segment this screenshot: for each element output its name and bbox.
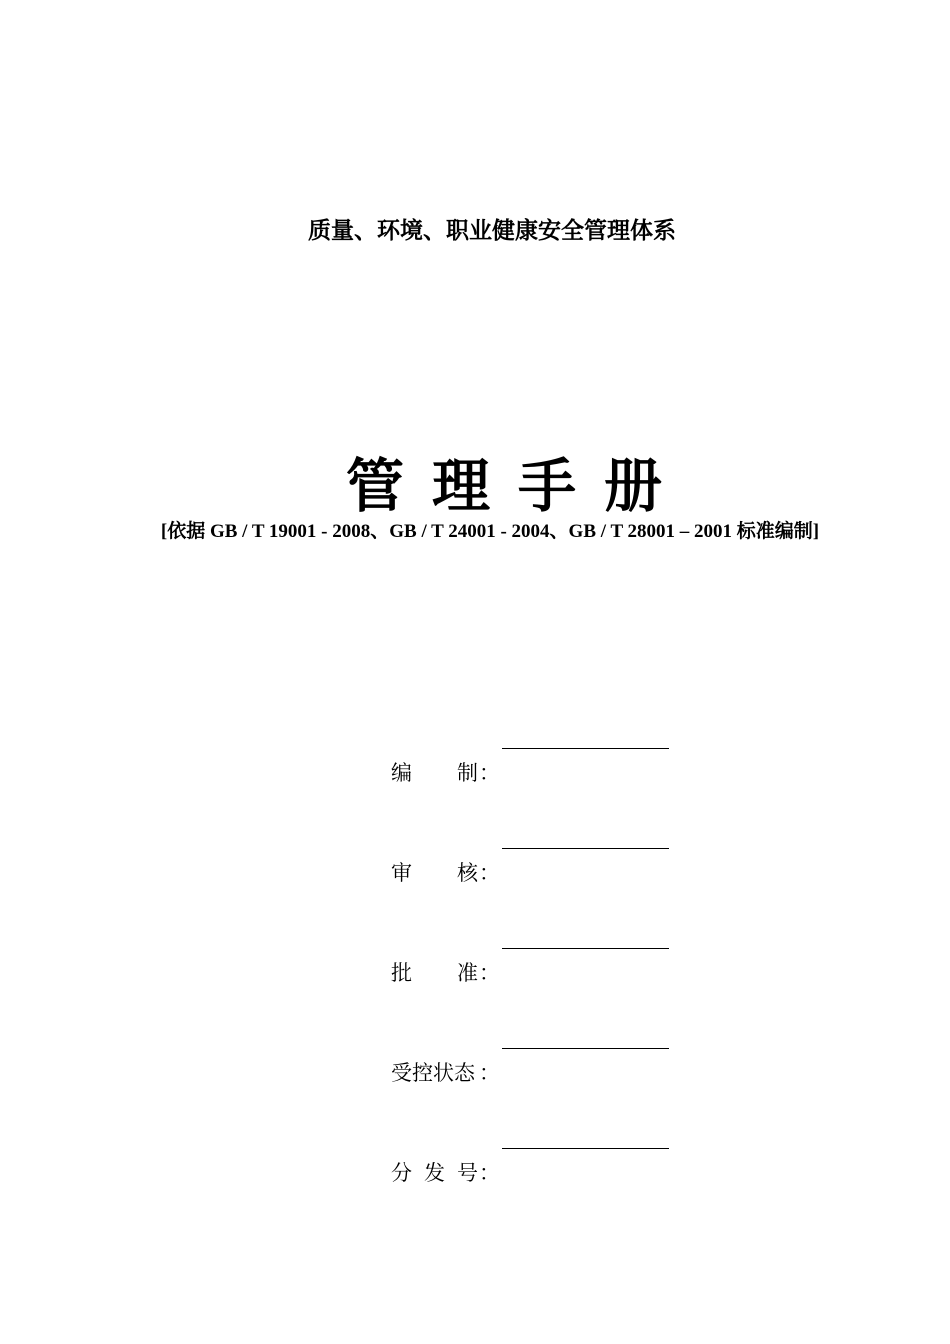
label-char: 核 <box>457 861 478 885</box>
label-colon: ： <box>479 1061 500 1085</box>
approved-by-blank[interactable] <box>502 948 669 949</box>
label-colon: ： <box>479 961 500 985</box>
label-colon: ： <box>479 861 500 885</box>
label-char: 发 <box>424 1161 445 1185</box>
label-char: 制 <box>457 761 478 785</box>
standard-note: [依据 GB / T 19001 - 2008、GB / T 24001 - 2004、GB / T 28001 – 2001 标准编制] <box>160 521 820 542</box>
reviewed-by-blank[interactable] <box>502 848 669 849</box>
sign-field-control-status <box>391 1018 669 1085</box>
label-char: 审 <box>391 861 412 885</box>
distribution-number-blank[interactable] <box>502 1148 669 1149</box>
sign-field-distribution-number <box>391 1118 669 1185</box>
label-char: 批 <box>391 961 412 985</box>
sign-field-reviewed-by <box>391 818 669 885</box>
label-text: 受控状态 <box>391 1061 475 1085</box>
system-title: 质量、环境、职业健康安全管理体系 <box>308 218 676 244</box>
label-colon: ： <box>479 761 500 785</box>
compiled-by-blank[interactable] <box>502 748 669 749</box>
sign-field-approved-by <box>391 918 669 985</box>
manual-title: 管理手册 <box>345 452 690 520</box>
label-char: 号 <box>457 1161 478 1185</box>
label-char: 编 <box>391 761 412 785</box>
sign-field-compiled-by <box>391 718 669 785</box>
label-char: 分 <box>391 1161 412 1185</box>
control-status-blank[interactable] <box>502 1048 669 1049</box>
label-colon: ： <box>479 1161 500 1185</box>
label-char: 准 <box>457 961 478 985</box>
